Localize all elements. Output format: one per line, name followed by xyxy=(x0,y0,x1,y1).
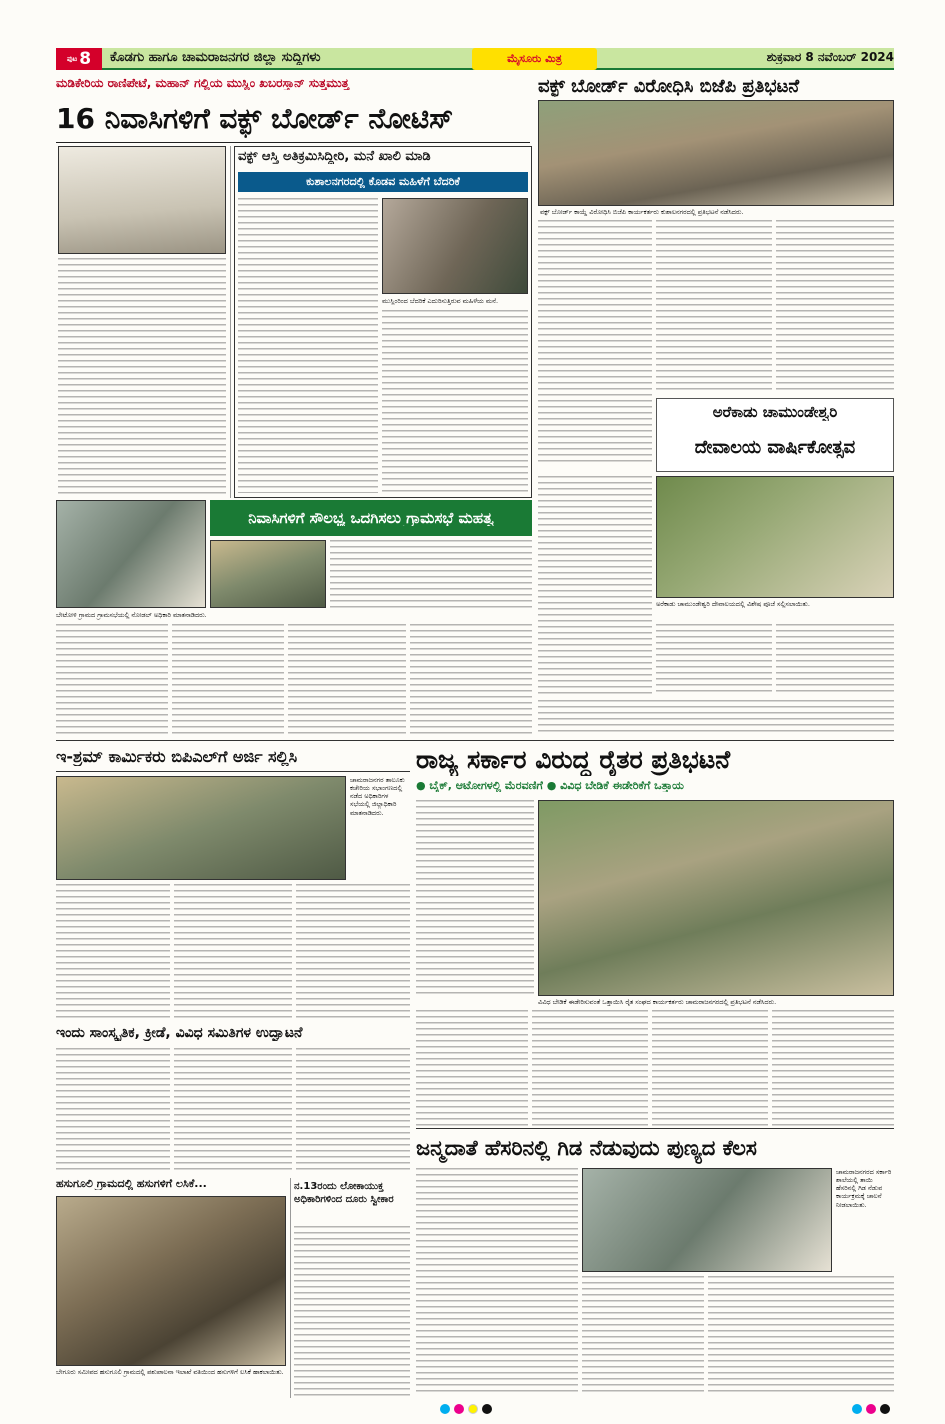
story10-photo-caption: ಬೇಗೂರು ಸಮೀಪದ ಹಸುಗೂಲಿ ಗ್ರಾಮದಲ್ಲಿ ಪಶುಪಾಲನಾ ಇಲಾಖೆ ವತಿಯಿಂದ ಹಸುಗಳಿಗೆ ಲಸಿಕೆ ಹಾಕಲಾಯಿತು. xyxy=(56,1368,284,1376)
story4-body-left xyxy=(538,476,652,696)
story5-body-col4 xyxy=(410,624,532,734)
story7-headline: ರಾಜ್ಯ ಸರ್ಕಾರ ವಿರುದ್ಧ ರೈತರ ಪ್ರತಿಭಟನೆ xyxy=(416,745,731,774)
column-divider xyxy=(230,146,231,498)
story2-photo-caption: ಮುಸ್ಲಿಂರಿಂದ ಬೆದರಿಕೆ ಎದುರಿಸುತ್ತಿರುವ ಮಹಿಳೆಯ ಮನೆ. xyxy=(382,297,499,305)
threatened-house-photo xyxy=(382,198,528,294)
story8-body-col3 xyxy=(296,1048,410,1172)
story5-photo-caption: ಬೇಟೋಳಿ ಗ್ರಾಮದ ಗ್ರಾಮಸಭೆಯಲ್ಲಿ ನೋಡಲ್ ಅಧಿಕಾರಿ ಮಾತನಾಡಿದರು. xyxy=(56,611,207,619)
story2-subhead-bar xyxy=(238,172,528,192)
story4-headline: ಅರೆಕಾಡು ಚಾಮುಂಡೇಶ್ವರಿ xyxy=(712,404,838,421)
farmers-protest-photo xyxy=(538,800,894,996)
bjp-protest-photo xyxy=(538,100,894,206)
story8-body-col1 xyxy=(56,1048,170,1172)
story4-body-col1 xyxy=(656,624,772,694)
story7-body-left xyxy=(416,800,534,996)
issue-date: ಶುಕ್ರವಾರ 8 ನವೆಂಬರ್ 2024 xyxy=(766,51,894,64)
temple-pooja-photo xyxy=(656,476,894,598)
story3-photo-caption: ವಕ್ಫ್ ಬೋರ್ಡ್ ಕಾಯ್ದೆ ವಿರೋಧಿಸಿ ಬಿಜೆಪಿ ಕಾರ್ಯಕರ್ತರು ಕುಶಾಲನಗರದಲ್ಲಿ ಪ್ರತಿಭಟನೆ ನಡೆಸಿದರು. xyxy=(540,208,744,216)
story2-headline: ವಕ್ಫ್ ಆಸ್ತಿ ಅತಿಕ್ರಮಿಸಿದ್ದೀರಿ, ಮನೆ ಖಾಲಿ ಮಾಡಿ xyxy=(238,150,431,164)
section-title: ಕೊಡಗು ಹಾಗೂ ಚಾಮರಾಜನಗರ ಜಿಲ್ಲಾ ಸುದ್ದಿಗಳು xyxy=(110,51,321,65)
story7-body-col4 xyxy=(772,1010,894,1126)
story5-headline-bar xyxy=(210,500,532,536)
story5-body-col5 xyxy=(538,700,894,736)
gram-sabha-meeting-photo xyxy=(210,540,326,608)
story7-photo-caption: ವಿವಿಧ ಬೇಡಿಕೆ ಈಡೇರಿಸುವಂತೆ ಒತ್ತಾಯಿಸಿ ರೈತ ಸಂಘದ ಕಾರ್ಯಕರ್ತರು ಚಾಮರಾಜನಗರದಲ್ಲಿ ಪ್ರತಿಭಟನೆ ನಡೆಸಿದರು. xyxy=(538,998,777,1006)
story4-headline2: ದೇವಾಲಯ ವಾರ್ಷಿಕೋತ್ಸವ xyxy=(694,437,856,458)
registration-yellow xyxy=(468,1404,478,1414)
story1-headline: 16 ನಿವಾಸಿಗಳಿಗೆ ವಕ್ಫ್ ಬೋರ್ಡ್ ನೋಟಿಸ್ xyxy=(56,102,454,135)
story6-body-col3 xyxy=(296,884,410,1022)
gram-sabha-photo xyxy=(56,500,206,608)
story4-photo-caption: ಅರೆಕಾಡು ಚಾಮುಂಡೇಶ್ವರಿ ದೇವಾಲಯದಲ್ಲಿ ವಿಶೇಷ ಪೂಜೆ ಸಲ್ಲಿಸಲಾಯಿತು. xyxy=(656,600,810,608)
cow-vaccination-photo xyxy=(56,1196,286,1366)
story9-body-col2 xyxy=(582,1276,704,1396)
e-shram-meeting-photo xyxy=(56,776,346,880)
registration-cyan-right xyxy=(852,1404,862,1414)
section-divider xyxy=(56,740,894,741)
story9-body-col3 xyxy=(708,1276,894,1396)
story3-headline: ವಕ್ಫ್ ಬೋರ್ಡ್ ವಿರೋಧಿಸಿ ಬಿಜೆಪಿ ಪ್ರತಿಭಟನೆ xyxy=(538,77,800,97)
story6-body-col1 xyxy=(56,884,170,1022)
story7-subhead: ● ಬೈಕ್, ಆಟೋಗಳಲ್ಲಿ ಮೆರವಣಿಗೆ ● ವಿವಿಧ ಬೇಡಿಕೆ ಈಡೇರಿಕೆಗೆ ಒತ್ತಾಯ xyxy=(416,780,684,792)
story3-body-col3 xyxy=(776,220,894,394)
story9-headline: ಜನ್ಮದಾತೆ ಹೆಸರಿನಲ್ಲಿ ಗಿಡ ನೆಡುವುದು ಪುಣ್ಯದ ಕೆಲಸ xyxy=(416,1136,757,1160)
story5-body-col1 xyxy=(56,624,168,734)
registration-black-right xyxy=(880,1404,890,1414)
story7-body-col1 xyxy=(416,1010,528,1126)
story6-headline: ಇ-ಶ್ರಮ್ ಕಾರ್ಮಿಕರು ಬಿಪಿಎಲ್‌ಗೆ ಅರ್ಜಿ ಸಲ್ಲಿಸಿ xyxy=(56,748,298,766)
page-number-badge xyxy=(56,48,102,70)
story1-kicker: ಮಡಿಕೇರಿಯ ರಾಣಿಪೇಟೆ, ಮಹಾನ್ ಗಲ್ಲಿಯ ಮುಸ್ಲಿಂ ಖಬರಸ್ತಾನ್ ಸುತ್ತಮುತ್ತ xyxy=(56,77,350,90)
story1-rule xyxy=(56,142,530,143)
story5-body-top xyxy=(330,540,532,608)
story7-body-col3 xyxy=(652,1010,768,1126)
registration-magenta-right xyxy=(866,1404,876,1414)
page-number: 8 xyxy=(79,49,92,69)
story5-headline: ನಿವಾಸಿಗಳಿಗೆ ಸೌಲಭ್ಯ ಒದಗಿಸಲು ಗ್ರಾಮಸಭೆ ಮಹತ್ವ xyxy=(248,509,494,527)
story8-headline: ಇಂದು ಸಾಂಸ್ಕೃತಿಕ, ಕ್ರೀಡೆ, ವಿವಿಧ ಸಮಿತಿಗಳ ಉದ್ಘಾಟನೆ xyxy=(56,1026,303,1041)
tree-planting-photo xyxy=(582,1168,832,1272)
story3-body-col1 xyxy=(538,220,652,466)
story7-body-col2 xyxy=(532,1010,648,1126)
story8-body-col2 xyxy=(174,1048,292,1172)
story3-body-col2 xyxy=(656,220,772,394)
masthead-title: ಮೈಸೂರು ಮಿತ್ರ xyxy=(507,52,562,65)
story1-body-left xyxy=(58,258,226,496)
registration-black xyxy=(482,1404,492,1414)
story2-body-col1 xyxy=(238,198,378,493)
registration-magenta xyxy=(454,1404,464,1414)
story2-subhead: ಕುಶಾಲನಗರದಲ್ಲಿ ಕೊಡವ ಮಹಿಳೆಗೆ ಬೆದರಿಕೆ xyxy=(306,175,460,188)
story11-headline: ನ.13ರಂದು ಲೋಕಾಯುಕ್ತ ಅಧಿಕಾರಿಗಳಿಂದ ದೂರು ಸ್ವೀಕಾರ xyxy=(294,1181,394,1205)
story4-body-col2 xyxy=(776,624,894,694)
story9-side-caption: ಚಾಮರಾಜನಗರದ ಸರ್ಕಾರಿ ಶಾಲೆಯಲ್ಲಿ ತಾಯಿ ಹೆಸರಿನಲ್ಲಿ ಗಿಡ ನೆಡುವ ಕಾರ್ಯಕ್ರಮಕ್ಕೆ ಚಾಲನೆ ನೀಡಲಾಯಿತು. xyxy=(836,1168,892,1209)
story5-body-col2 xyxy=(172,624,284,734)
registration-cyan xyxy=(440,1404,450,1414)
story9-rule xyxy=(416,1128,894,1129)
story5-body-col3 xyxy=(288,624,406,734)
story6-body-col2 xyxy=(174,884,292,1022)
notice-document-photo xyxy=(58,146,226,254)
story6-side-caption: ಚಾಮರಾಜನಗರ ತಾಲೂಕು ಕಚೇರಿಯ ಸಭಾಂಗಣದಲ್ಲಿ ನಡೆದ ಅಧಿಕಾರಿಗಳ ಸಭೆಯಲ್ಲಿ ಜಿಲ್ಲಾಧಿಕಾರಿ ಮಾತನಾಡಿದರು. xyxy=(350,776,405,817)
masthead xyxy=(472,48,597,70)
story9-body-left xyxy=(416,1168,578,1396)
story10-headline: ಹಸುಗೂಲಿ ಗ್ರಾಮದಲ್ಲಿ ಹಸುಗಳಿಗೆ ಲಸಿಕೆ... xyxy=(56,1178,207,1190)
story2-body-col2 xyxy=(382,310,528,493)
page-label: ಪುಟ xyxy=(66,54,78,63)
story11-body xyxy=(294,1226,410,1396)
